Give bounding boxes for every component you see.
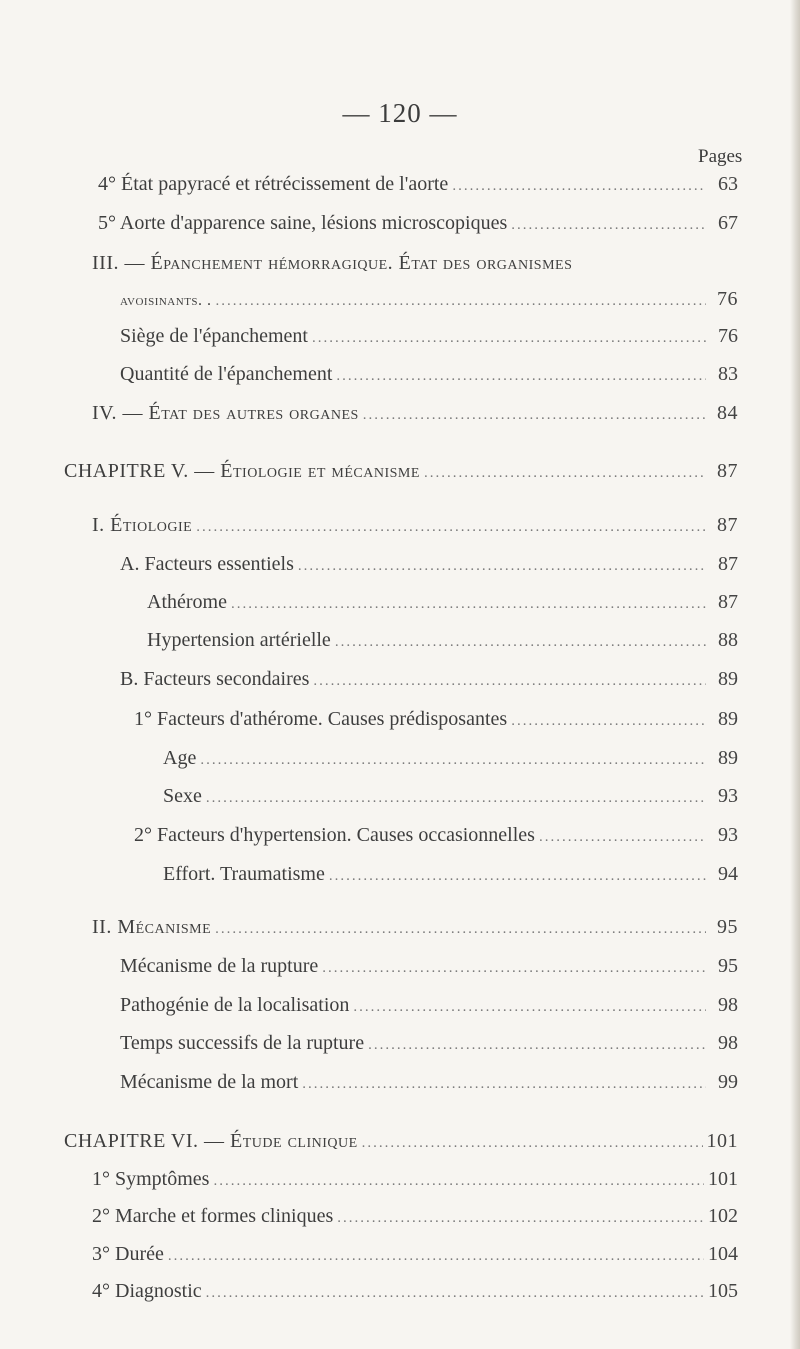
toc-entry-label: Sexe [163, 785, 202, 807]
toc-entry [120, 992, 738, 1020]
toc-entry-page: 89 [718, 747, 738, 769]
toc-entry [120, 361, 738, 389]
leader-dots [196, 514, 706, 540]
toc-entry-page: 87 [718, 553, 738, 575]
toc-entry-page: 87 [717, 460, 738, 482]
toc-entry-page: 99 [718, 1071, 738, 1093]
toc-entry [120, 1030, 738, 1058]
toc-entry [92, 1278, 738, 1306]
leader-dots [452, 173, 706, 199]
toc-entry [120, 551, 738, 579]
leader-dots [511, 212, 706, 238]
toc-entry [120, 666, 738, 694]
leader-dots [322, 955, 706, 981]
toc-entry-page: 89 [718, 708, 738, 730]
toc-entry-page: 89 [718, 668, 738, 690]
toc-entry [147, 589, 738, 617]
toc-entry-page: 63 [718, 173, 738, 195]
toc-entry-page: 88 [718, 629, 738, 651]
leader-dots [298, 553, 706, 579]
leader-dots [216, 288, 706, 314]
toc-entry-page: 76 [718, 325, 738, 347]
toc-entry-label: 2° Marche et formes cliniques [92, 1205, 334, 1227]
toc-entry [92, 1166, 738, 1194]
toc-entry-label: CHAPITRE V. — Étiologie et mécanisme [64, 460, 420, 482]
toc-entry-page: 98 [718, 994, 738, 1016]
toc-entry-page: 104 [708, 1243, 738, 1265]
toc-entry-page: 101 [708, 1168, 738, 1190]
toc-entry [134, 822, 738, 850]
toc-entry-label: A. Facteurs essentiels [120, 553, 294, 575]
leader-dots [424, 460, 706, 486]
toc-entry-label: 4° État papyracé et rétrécissement de l'aorte [98, 173, 449, 195]
toc-entry-label: IV. — État des autres organes [92, 402, 359, 424]
pages-column-header: Pages [698, 146, 743, 167]
leader-dots [336, 363, 706, 389]
toc-entry-page: 93 [718, 824, 738, 846]
leader-dots [337, 1205, 704, 1231]
toc-entry-label: 2° Facteurs d'hypertension. Causes occasionnelles [134, 824, 535, 846]
leader-dots [312, 325, 706, 351]
toc-entry-page: 84 [717, 402, 738, 424]
toc-entry-label: III. — Épanchement hémorragique. État des organismes [92, 252, 573, 274]
toc-entry [92, 914, 738, 942]
toc-entry-page: 94 [718, 863, 738, 885]
toc-entry-label: Mécanisme de la mort [120, 1071, 299, 1093]
toc-entry-label: Siège de l'épanchement [120, 325, 308, 347]
toc-entry-page: 95 [718, 955, 738, 977]
toc-entry [92, 400, 738, 428]
leader-dots [362, 1130, 703, 1156]
toc-entry-label: I. Étiologie [92, 514, 193, 536]
toc-entry-label: 3° Durée [92, 1243, 164, 1265]
toc-entry [163, 783, 738, 811]
toc-entry-label: CHAPITRE VI. — Étude clinique [64, 1130, 358, 1152]
toc-entry-page: 105 [708, 1280, 738, 1302]
leader-dots [329, 863, 706, 889]
toc-entry [98, 210, 738, 238]
toc-entry-label: 4° Diagnostic [92, 1280, 202, 1302]
toc-entry [64, 1128, 738, 1156]
toc-entry-page: 87 [717, 514, 738, 536]
leader-dots [539, 824, 706, 850]
toc-entry-label: Mécanisme de la rupture [120, 955, 319, 977]
toc-entry-page: 102 [708, 1205, 738, 1227]
toc-entry [92, 250, 738, 276]
leader-dots [206, 1280, 704, 1306]
leader-dots [168, 1243, 704, 1269]
leader-dots [206, 785, 706, 811]
toc-entry-label: 1° Facteurs d'athérome. Causes prédisposantes [134, 708, 508, 730]
toc-entry-label: Temps successifs de la rupture [120, 1032, 365, 1054]
toc-entry-label: Effort. Traumatisme [163, 863, 325, 885]
toc-entry [92, 1203, 738, 1231]
leader-dots [231, 591, 706, 617]
toc-entry [92, 1241, 738, 1269]
toc-entry [92, 512, 738, 540]
toc-entry-label: avoisinants. . [120, 292, 212, 309]
toc-entry-label: B. Facteurs secondaires [120, 668, 310, 690]
toc-entry-label: Quantité de l'épanchement [120, 363, 333, 385]
toc-entry-label: Pathogénie de la localisation [120, 994, 350, 1016]
toc-entry-label: 5° Aorte d'apparence saine, lésions microscopiques [98, 212, 508, 234]
toc-entry-page: 101 [706, 1130, 738, 1152]
leader-dots [313, 668, 706, 694]
leader-dots [335, 629, 706, 655]
toc-entry-label: Athérome [147, 591, 227, 613]
leader-dots [302, 1071, 706, 1097]
toc-entry-page: 95 [717, 916, 738, 938]
page-number: — 120 — [342, 98, 458, 128]
toc-entry [163, 745, 738, 773]
toc-entry-page: 93 [718, 785, 738, 807]
leader-dots [368, 1032, 706, 1058]
leader-dots [363, 402, 706, 428]
toc-entry [163, 861, 738, 889]
toc-entry [120, 1069, 738, 1097]
toc-entry-page: 98 [718, 1032, 738, 1054]
toc-entry-page: 87 [718, 591, 738, 613]
toc-entry [64, 458, 738, 486]
toc-entry [120, 286, 738, 314]
toc-entry-label: II. Mécanisme [92, 916, 212, 938]
toc-entry [98, 171, 738, 199]
toc-entry [120, 953, 738, 981]
toc-entry-page: 83 [718, 363, 738, 385]
toc-entry [120, 323, 738, 351]
toc-entry-page: 67 [718, 212, 738, 234]
leader-dots [213, 1168, 704, 1194]
toc-entry [147, 627, 738, 655]
toc-entry-page: 76 [717, 288, 738, 310]
toc-entry [134, 706, 738, 734]
leader-dots [353, 994, 706, 1020]
toc-entry-label: 1° Symptômes [92, 1168, 210, 1190]
leader-dots [511, 708, 706, 734]
leader-dots [215, 916, 706, 942]
toc-entry-label: Age [163, 747, 197, 769]
leader-dots [200, 747, 706, 773]
toc-entry-label: Hypertension artérielle [147, 629, 331, 651]
